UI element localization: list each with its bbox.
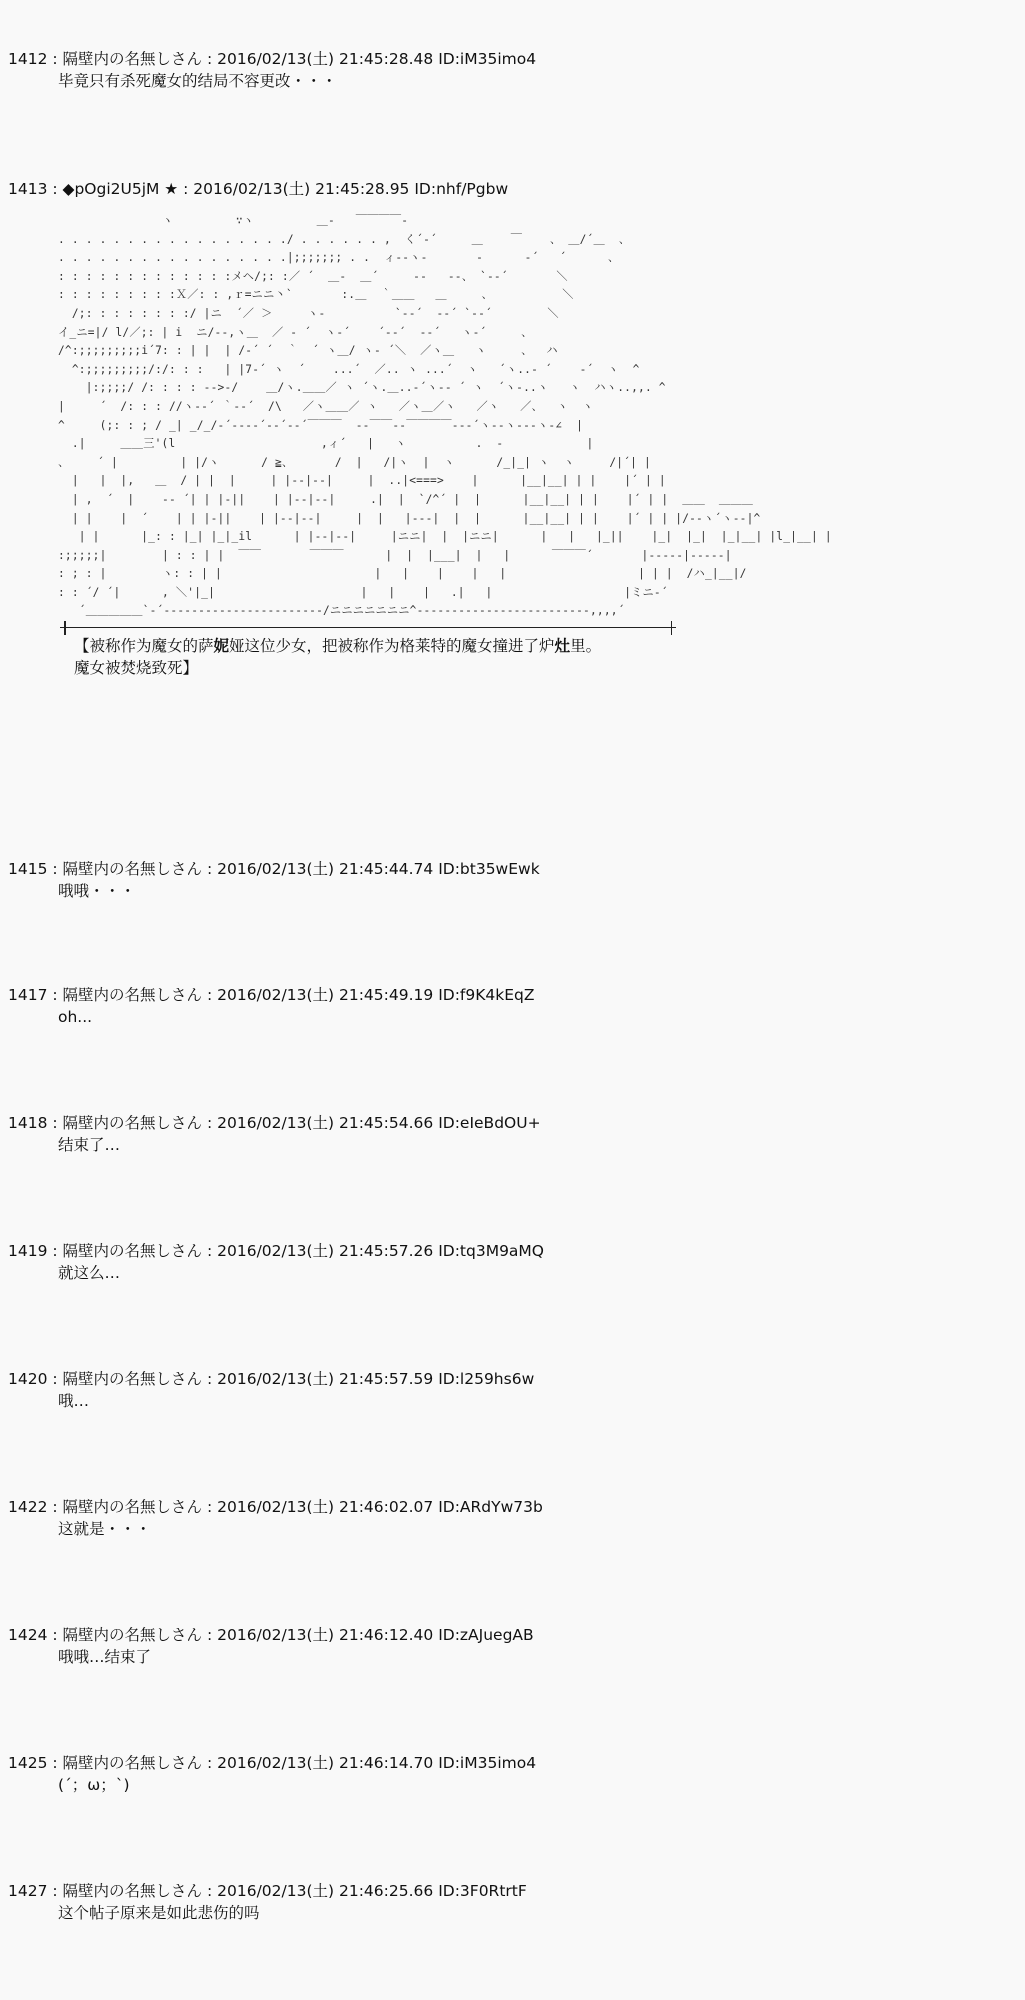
poster-name: 隔壁内の名無しさん — [62, 860, 203, 878]
poster-name: 隔壁内の名無しさん — [62, 1754, 203, 1772]
post-datetime: 2016/02/13(土) 21:45:44.74 — [217, 860, 434, 878]
story-caption-line2: 魔女被焚烧致死】 — [74, 659, 199, 678]
caption-text: 娅这位少女，把被称作为格莱特的魔女撞进了炉 — [229, 637, 555, 656]
post-1415 — [8, 858, 1017, 902]
poster-name: 隔壁内の名無しさん — [62, 1242, 203, 1260]
post-datetime: 2016/02/13(土) 21:45:57.26 — [217, 1242, 434, 1260]
post-number: 1413 — [8, 180, 48, 198]
caption-text: 【被称作为魔女的萨 — [74, 637, 214, 656]
post-header: 1417 : 隔壁内の名無しさん : 2016/02/13(土) 21:45:49.19 ID:f9K4kEqZ — [8, 986, 535, 1004]
poster-id: ID:nhf/Pgbw — [414, 180, 509, 198]
post-header: 1420 : 隔壁内の名無しさん : 2016/02/13(土) 21:45:57.59 ID:l259hs6w — [8, 1370, 535, 1388]
post-datetime: 2016/02/13(土) 21:45:28.95 — [193, 180, 410, 198]
caption-text: 里。 — [570, 637, 602, 656]
post-datetime: 2016/02/13(土) 21:46:14.70 — [217, 1754, 434, 1772]
poster-name: 隔壁内の名無しさん — [62, 1882, 203, 1900]
post-header: 1418 : 隔壁内の名無しさん : 2016/02/13(土) 21:45:54.66 ID:eIeBdOU+ — [8, 1114, 541, 1132]
poster-name: 隔壁内の名無しさん — [62, 1626, 203, 1644]
poster-name: 隔壁内の名無しさん — [62, 1114, 203, 1132]
post-number: 1412 — [8, 50, 48, 68]
post-datetime: 2016/02/13(土) 21:45:54.66 — [217, 1114, 434, 1132]
post-header: 1412 : 隔壁内の名無しさん : 2016/02/13(土) 21:45:28.48 ID:iM35imo4 — [8, 50, 537, 68]
post-1422 — [8, 1496, 1017, 1540]
post-datetime: 2016/02/13(土) 21:46:25.66 — [217, 1882, 434, 1900]
post-1424 — [8, 1624, 1017, 1668]
poster-id: ID:eIeBdOU+ — [438, 1114, 541, 1132]
divider-rule — [60, 621, 676, 635]
post-datetime: 2016/02/13(土) 21:45:28.48 — [217, 50, 434, 68]
post-number: 1420 — [8, 1370, 48, 1388]
post-body: 哦哦…结束了 — [58, 1648, 152, 1666]
poster-id: ID:bt35wEwk — [438, 860, 540, 878]
post-body: 毕竟只有杀死魔女的结局不容更改・・・ — [58, 72, 338, 90]
ascii-art-house: ヽ ∵ヽ ＿- ￣￣￣￣- . . . . . . . . . . . . . . . . ./ . . . . . . , く´-´ ＿ ￣ 、 ＿/´＿ 、 . . . . . . . . . . . . . . . . .|;;;;;;; . . ィ-‐ヽ‐ ‐ ‐´ ´ 、 : : : : : : : : : : : : :メヘ/;: :／ ´ ＿‐ ＿´ ‐‐ ‐‐、 `‐‐´ ＼ : : : : : : : : :Ｘ／: : ,ｒ=ニニ丶` :.＿ ｀＿＿ ＿ 、 ＼ /;: : : : : : : :/ |ニ ´／ ＞ ヽ‐ `‐‐´ ‐‐´ `‐‐´ ＼ イ_ニ=|/ l/／;: | i ニ/‐‐,ヽ＿ ／ ‐ ´ ヽ‐´ ´‐‐´ ‐‐´ ヽ‐´ 、 /^:;;;;;;;;;i´7: : | | | /‐´ ´ ｀ ´ ヽ＿/ ヽ‐ ´＼ ／ヽ＿ ヽ 、 ハ ^:;;;;;;;;;/:/: : : | |7‐´ ヽ ´ ...´ ／.. ヽ ...´ ヽ ´ヽ..‐ ´ ‐´ ヽ ^ |:;;;;/ /: : : : ‐‐>‐/ ＿/ヽ.＿＿／ ヽ ´ヽ.＿..‐´ヽ‐‐ ´ ヽ ´ヽ‐..ヽ ヽ ハヽ..,,. ^ | ´ /: : : //ヽ‐‐´ ｀‐‐´ /\ ／ヽ＿＿／ ヽ ／ヽ＿／ヽ ／ヽ ／、 ヽ ヽ ^ (;: : ; / _| _/_/‐´‐‐‐‐´‐‐´‐‐´￣￣￣ ‐‐￣￣‐‐￣￣￣￣‐‐‐´ヽ‐‐ヽ‐‐‐ヽ‐∠ | .| ＿＿三'(l ,ィ´ | ヽ . ‐ | 、 ´ | | |/ヽ / ≧、 / | /|ヽ | ヽ /_|_| ヽ ヽ /|´| | | | |, ＿ / | | | | |‐‐|‐‐| | ..|<===> | |__|__| | | |´ | | | , ´ | ‐‐ ´| | |‐|| | |‐‐|‐‐| .| | `/^´ | | |__|__| | | |´ | | ＿＿ ＿＿＿ | | | ´ | | |‐|| | |‐‐|‐‐| | | |‐‐‐| | | |__|__| | | |´ | | |/‐‐ヽ´ヽ‐‐|^ | | |_: : |_| |_|_il | |‐‐|‐‐| |ニニ| | |ニニ| | | |_|| |_| |_| |_|__| |l_|__| | :;;;;;| | : : | | ￣￣ ￣￣￣ | | |___| | | ￣￣￣´ |‐‐‐‐‐|‐‐‐‐‐| : ; : | ヽ: : | | | | | | | | | | /ハ_|__|/ : : ´/ ´| , ＼'|_| | | | .| | |ミニ‐´ ´＿＿＿＿＿`‐´‐‐‐‐‐‐‐‐‐‐‐‐‐‐‐‐‐‐‐‐‐‐‐/ニニニニニニニ^‐‐‐‐‐‐‐‐‐‐‐‐‐‐‐‐‐‐‐‐‐‐‐‐‐,,,,´ — [58, 214, 832, 618]
post-1412 — [8, 48, 1017, 92]
poster-id: ID:iM35imo4 — [438, 50, 537, 68]
post-1419 — [8, 1240, 1017, 1284]
post-body: 哦… — [58, 1392, 90, 1410]
post-header: 1425 : 隔壁内の名無しさん : 2016/02/13(土) 21:46:14.70 ID:iM35imo4 — [8, 1754, 537, 1772]
story-caption — [74, 635, 1017, 657]
post-1413 — [8, 178, 1017, 679]
post-datetime: 2016/02/13(土) 21:46:02.07 — [217, 1498, 434, 1516]
post-1427 — [8, 1880, 1017, 1924]
post-datetime: 2016/02/13(土) 21:46:12.40 — [217, 1626, 434, 1644]
poster-id: ID:3F0RtrtF — [438, 1882, 527, 1900]
poster-name: 隔壁内の名無しさん — [62, 50, 203, 68]
post-number: 1418 — [8, 1114, 48, 1132]
post-datetime: 2016/02/13(土) 21:45:57.59 — [217, 1370, 434, 1388]
post-header: 1413 : ◆pOgi2U5jM ★ : 2016/02/13(土) 21:45:28.95 ID:nhf/Pgbw — [8, 180, 509, 198]
post-datetime: 2016/02/13(土) 21:45:49.19 — [217, 986, 434, 1004]
post-header: 1424 : 隔壁内の名無しさん : 2016/02/13(土) 21:46:12.40 ID:zAJuegAB — [8, 1626, 534, 1644]
post-body: oh... — [58, 1008, 93, 1026]
post-body: 就这么… — [58, 1264, 121, 1282]
poster-id: ID:zAJuegAB — [438, 1626, 534, 1644]
post-body: 这就是・・・ — [58, 1520, 152, 1538]
post-body: 结束了… — [58, 1136, 121, 1154]
poster-name: 隔壁内の名無しさん — [62, 1498, 203, 1516]
post-body: 哦哦・・・ — [58, 882, 136, 900]
poster-id: ID:ARdYw73b — [438, 1498, 543, 1516]
poster-id: ID:tq3M9aMQ — [438, 1242, 545, 1260]
post-number: 1417 — [8, 986, 48, 1004]
caption-emphasis: 妮 — [213, 637, 230, 656]
post-number: 1415 — [8, 860, 48, 878]
post-number: 1419 — [8, 1242, 48, 1260]
divider-line — [60, 627, 676, 628]
poster-name: 隔壁内の名無しさん — [62, 1370, 203, 1388]
post-header: 1422 : 隔壁内の名無しさん : 2016/02/13(土) 21:46:02.07 ID:ARdYw73b — [8, 1498, 543, 1516]
post-1418 — [8, 1112, 1017, 1156]
poster-name: ◆pOgi2U5jM ★ — [62, 180, 179, 198]
post-header: 1419 : 隔壁内の名無しさん : 2016/02/13(土) 21:45:57.26 ID:tq3M9aMQ — [8, 1242, 545, 1260]
poster-name: 隔壁内の名無しさん — [62, 986, 203, 1004]
post-1425 — [8, 1752, 1017, 1796]
post-number: 1422 — [8, 1498, 48, 1516]
divider-tick-left — [64, 621, 66, 635]
post-header: 1415 : 隔壁内の名無しさん : 2016/02/13(土) 21:45:44.74 ID:bt35wEwk — [8, 860, 540, 878]
caption-emphasis: 灶 — [554, 637, 571, 656]
post-body: 这个帖子原来是如此悲伤的吗 — [58, 1904, 260, 1922]
divider-tick-right — [671, 621, 673, 635]
poster-id: ID:l259hs6w — [438, 1370, 535, 1388]
post-number: 1424 — [8, 1626, 48, 1644]
post-number: 1427 — [8, 1882, 48, 1900]
post-1417 — [8, 984, 1017, 1028]
post-body: (´；ω；`) — [58, 1776, 130, 1794]
poster-id: ID:iM35imo4 — [438, 1754, 537, 1772]
post-number: 1425 — [8, 1754, 48, 1772]
post-header: 1427 : 隔壁内の名無しさん : 2016/02/13(土) 21:46:25.66 ID:3F0RtrtF — [8, 1882, 527, 1900]
post-1420 — [8, 1368, 1017, 1412]
poster-id: ID:f9K4kEqZ — [438, 986, 535, 1004]
